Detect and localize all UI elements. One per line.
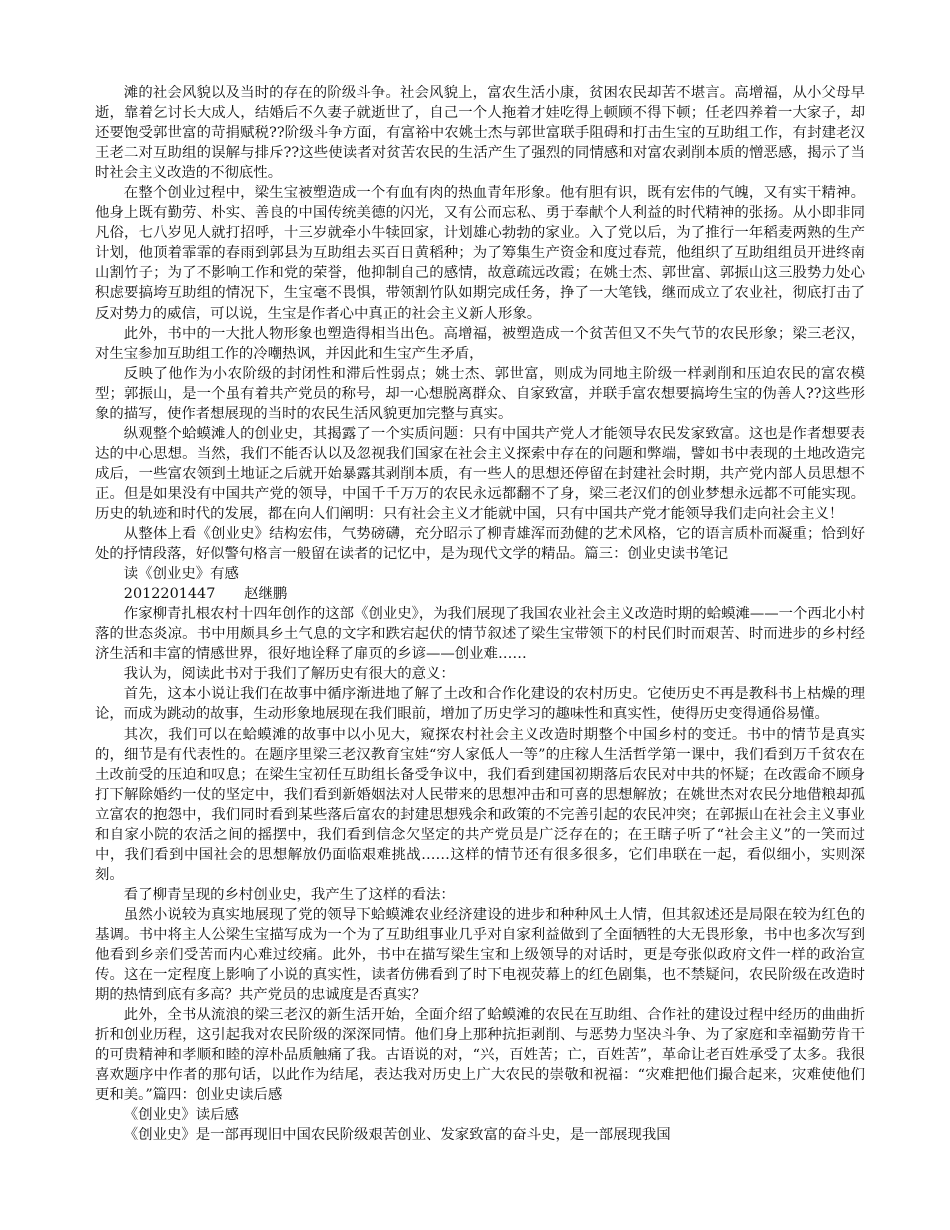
- paragraph: 《创业史》是一部再现旧中国农民阶级艰苦创业、发家致富的奋斗史，是一部展现我国: [123, 1127, 671, 1144]
- paragraph: 首先，这本小说让我们在故事中循序渐进地了解了土改和合作化建设的农村历史。它使历史不再是教科书上枯燥的理论，而成为跳动的故事，生动形象地展现在我们眼前，增加了历史学习的趣味性和真实性，使得历史变得通俗易懂。: [95, 686, 865, 723]
- paragraph: 作家柳青扎根农村十四年创作的这部《创业史》，为我们展现了我国农业社会主义改造时期的蛤蟆滩——一个西北小村落的世态炎凉。书中用颇具乡土气息的文字和跌宕起伏的情节叙述了梁生宝带领下的村民们时而艰苦、时而进步的乡村经济生活和丰富的情感世界，很好地诠释了扉页的乡谚——创业难……: [95, 606, 865, 663]
- paragraph: 纵观整个蛤蟆滩人的创业史，其揭露了一个实质问题：只有中国共产党人才能领导农民发家致富。这也是作者想要表达的中心思想。当然，我们不能否认以及忽视我们国家在社会主义探索中存在的问题和弊端，譬如书中表现的土地改造完成后，一些富农领到土地证之后就开始暴露其剥削本质，有一些人的思想还停留在封建社会时期，共产党内部人员思想不正。但是如果没有中国共产党的领导，中国千千万万的农民永远都翻不了身，梁三老汉们的创业梦想永远都不可能实现。历史的轨迹和时代的发展，都在向人们阐明：只有社会主义才能就中国，只有中国共产党才能领导我们走向社会主义！: [95, 425, 865, 522]
- paragraph: 看了柳青呈现的乡村创业史，我产生了这样的看法：: [123, 886, 455, 903]
- paragraph: 此外，全书从流浪的梁三老汉的新生活开始，全面介绍了蛤蟆滩的农民在互助组、合作社的建设过程中经历的曲曲折折和创业历程，这引起我对农民阶级的深深同情。他们身上那种抗拒剥削、与恶势力坚决斗争、为了家庭和幸福勤劳肯干的可贵精神和孝顺和睦的淳朴品质触痛了我。古语说的对，“兴，百姓苦；亡，百姓苦”，革命让老百姓承受了太多。我很喜欢题序中作者的那句话，以此作为结尾，表达我对历史上广大农民的崇敬和祝福：“灾难把他们撮合起来，灾难使他们更和美。”篇四：创业史读后感: [95, 1007, 865, 1104]
- section-title: 《创业史》读后感: [123, 1107, 239, 1124]
- paragraph: 此外，书中的一大批人物形象也塑造得相当出色。高增福，被塑造成一个贫苦但又不失气节的农民形象；梁三老汉，对生宝参加互助组工作的冷嘲热讽，并因此和生宝产生矛盾，: [95, 325, 865, 362]
- paragraph: 滩的社会风貌以及当时的存在的阶级斗争。社会风貌上，富农生活小康，贫困农民却苦不堪言。高增福，从小父母早逝，靠着乞讨长大成人，结婚后不久妻子就逝世了，自己一个人拖着才娃吃得上顿顾不得下顿；任老四养着一大家子，却还要饱受郭世富的苛捐赋税??阶级斗争方面，有富裕中农姚士杰与郭世富联手阻碍和打击生宝的互助组工作，有封建老汉王老二对互助组的误解与排斥??这些使读者对贫苦农民的生活产生了强烈的同情感和对富农剥削本质的憎恶感，揭示了当时社会主义改造的不彻底性。: [95, 85, 865, 182]
- paragraph: 虽然小说较为真实地展现了党的领导下蛤蟆滩农业经济建设的进步和种种风土人情，但其叙述还是局限在较为红色的基调。书中将主人公梁生宝描写成为一个为了互助组事业几乎对自家利益做到了全面牺牲的大无畏形象，书中也多次写到他看到乡亲们受苦而内心难过绞痛。此外，书中在描写梁生宝和上级领导的对话时，更是夸张似政府文件一样的政治宣传。这在一定程度上影响了小说的真实性，读者仿佛看到了时下电视荧幕上的红色剧集，也不禁疑问，农民阶级在改造时期的热情到底有多高？共产党员的忠诚度是否真实？: [95, 906, 865, 1004]
- author-line: 2012201447 赵继鹏: [123, 586, 288, 603]
- paragraph: 其次，我们可以在蛤蟆滩的故事中以小见大，窥探农村社会主义改造时期整个中国乡村的变迁。书中的情节是真实的，细节是有代表性的。在题序里梁三老汉教育宝娃“穷人家低人一等”的庄稼人生活哲学第一课中，我们看到万千贫农在土改前受的压迫和叹息；在梁生宝初任互助组长备受争议中，我们看到建国初期落后农民对中共的怀疑；在改霞命不顾身打下解除婚约一仗的坚定中，我们看到新婚姻法对人民带来的思想冲击和可喜的思想解放；在姚世杰对农民分地借粮却孤立富农的抱怨中，我们同时看到某些落后富农的封建思想残余和政策的不完善引起的农民冲突；在郭振山在社会主义事业和自家小院的农活之间的摇摆中，我们看到信念欠坚定的共产党员是广泛存在的；在王瞎子听了“社会主义”的一笑而过中，我们看到中国社会的思想解放仍面临艰难挑战……这样的情节还有很多很多，它们串联在一起，看似细小，实则深刻。: [95, 726, 865, 883]
- paragraph: 在整个创业过程中，梁生宝被塑造成一个有血有肉的热血青年形象。他有胆有识，既有宏伟的气魄，又有实干精神。他身上既有勤劳、朴实、善良的中国传统美德的闪光，又有公而忘私、勇于奉献个人利益的时代精神的张扬。从小即非同凡俗，七八岁见人就打招呼，十三岁就牵小牛犊回家，计划雄心勃勃的家业。入了党以后，为了推行一年稻麦两熟的生产计划，他顶着霏霏的春雨到郭县为互助组去买百日黄稻种；为了筹集生产资金和度过春荒，他组织了互助组组员开进终南山割竹子；为了不影响工作和党的荣誉，他抑制自己的感情，故意疏远改霞；在姚士杰、郭世富、郭振山这三股势力处心积虑要搞垮互助组的情况下，生宝毫不畏惧，带领割竹队如期完成任务，挣了一大笔钱，继而成立了农业社，彻底打击了反对势力的威信，可以说，生宝是作者心中真正的社会主义新人形象。: [95, 185, 865, 322]
- paragraph: 我认为，阅读此书对于我们了解历史有很大的意义：: [123, 666, 455, 683]
- paragraph: 反映了他作为小农阶级的封闭性和滞后性弱点；姚士杰、郭世富，则成为同地主阶级一样剥削和压迫农民的富农模型；郭振山，是一个虽有着共产党员的称号，却一心想脱离群众、自家致富，并联手富农想要搞垮生宝的伪善人??这些形象的描写，使作者想展现的当时的农民生活风貌更加完整与真实。: [95, 365, 865, 422]
- paragraph: 从整体上看《创业史》结构宏伟，气势磅礴，充分昭示了柳青雄浑而劲健的艺术风格，它的语言质朴而凝重；恰到好处的抒情段落，好似警句格言一般留在读者的记忆中，是为现代文学的精品。篇三：创业史读书笔记: [95, 526, 865, 563]
- section-title: 读《创业史》有感: [123, 566, 239, 583]
